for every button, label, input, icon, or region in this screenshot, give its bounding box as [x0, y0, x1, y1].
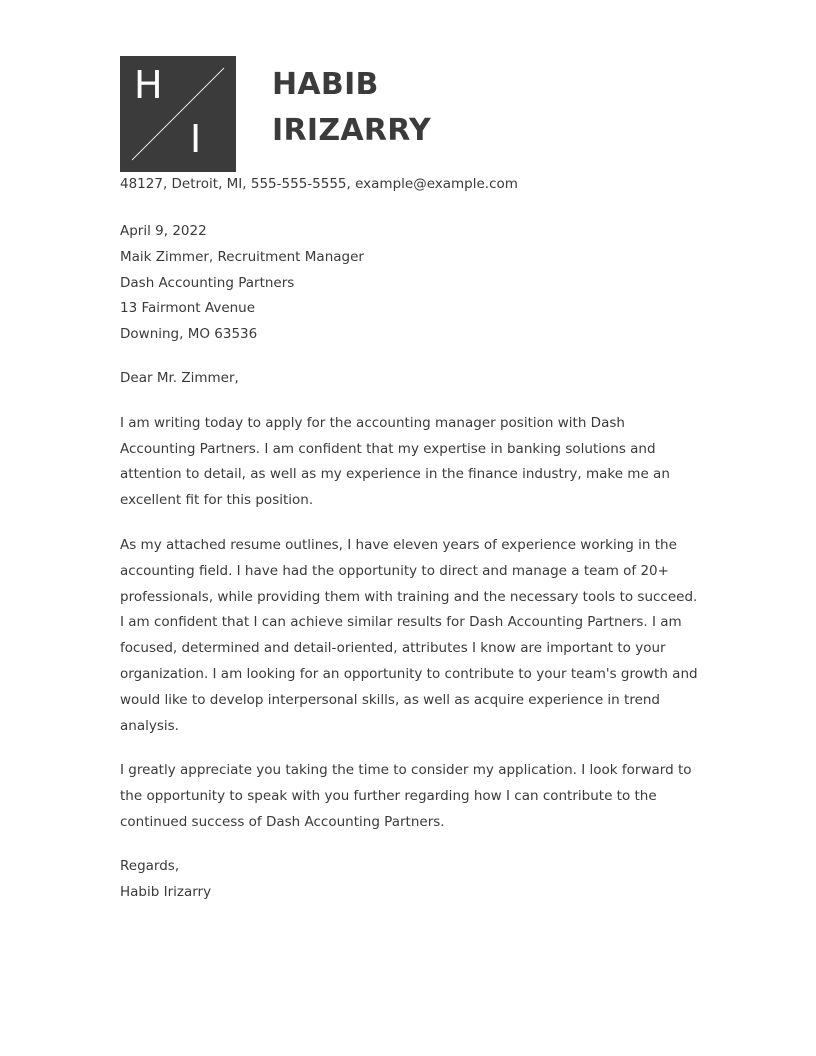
recipient-block	[120, 219, 364, 348]
recipient-company: Dash Accounting Partners	[120, 274, 295, 291]
body-paragraph: I greatly appreciate you taking the time to consider my application. I look forward to the opportunity to speak with you further regarding how I can contribute to the continued success of Dash Accounting Partners.	[120, 762, 692, 830]
letter-body	[120, 366, 700, 855]
recipient-street: 13 Fairmont Avenue	[120, 300, 256, 317]
monogram-last-initial: I	[190, 117, 202, 161]
body-paragraph: As my attached resume outlines, I have eleven years of experience working in the accounting field. I have had the opportunity to direct and manage a team of 20+ professionals, while providing them with training and the necessary tools to succeed. I am confident that I can achieve similar results for Dash Accounting Partners. I am focused, determined and detail-oriented, attributes I know are important to your organization. I am looking for an opportunity to contribute to your team's growth and would like to develop interpersonal skills, as well as acquire experience in trend analysis.	[120, 536, 698, 734]
signature-name: Habib Irizarry	[120, 883, 212, 900]
monogram-first-initial: H	[134, 63, 163, 107]
applicant-name	[272, 62, 431, 154]
letter-closing	[120, 854, 211, 906]
body-paragraph: I am writing today to apply for the accounting manager position with Dash Accounting Partners. I am confident that my expertise in banking solutions and attention to detail, as well as my experience in the finance industry, make me an excellent fit for this position.	[120, 414, 670, 509]
letter-date: April 9, 2022	[120, 223, 207, 239]
applicant-last-name: IRIZARRY	[272, 113, 432, 148]
recipient-contact: Maik Zimmer, Recruitment Manager	[120, 248, 364, 265]
applicant-first-name: HABIB	[272, 67, 379, 102]
monogram-logo	[120, 56, 236, 172]
recipient-city: Downing, MO 63536	[120, 326, 258, 343]
closing-phrase: Regards,	[120, 858, 180, 874]
salutation: Dear Mr. Zimmer,	[120, 370, 239, 386]
contact-info: 48127, Detroit, MI, 555-555-5555, example@example.com	[120, 176, 518, 192]
